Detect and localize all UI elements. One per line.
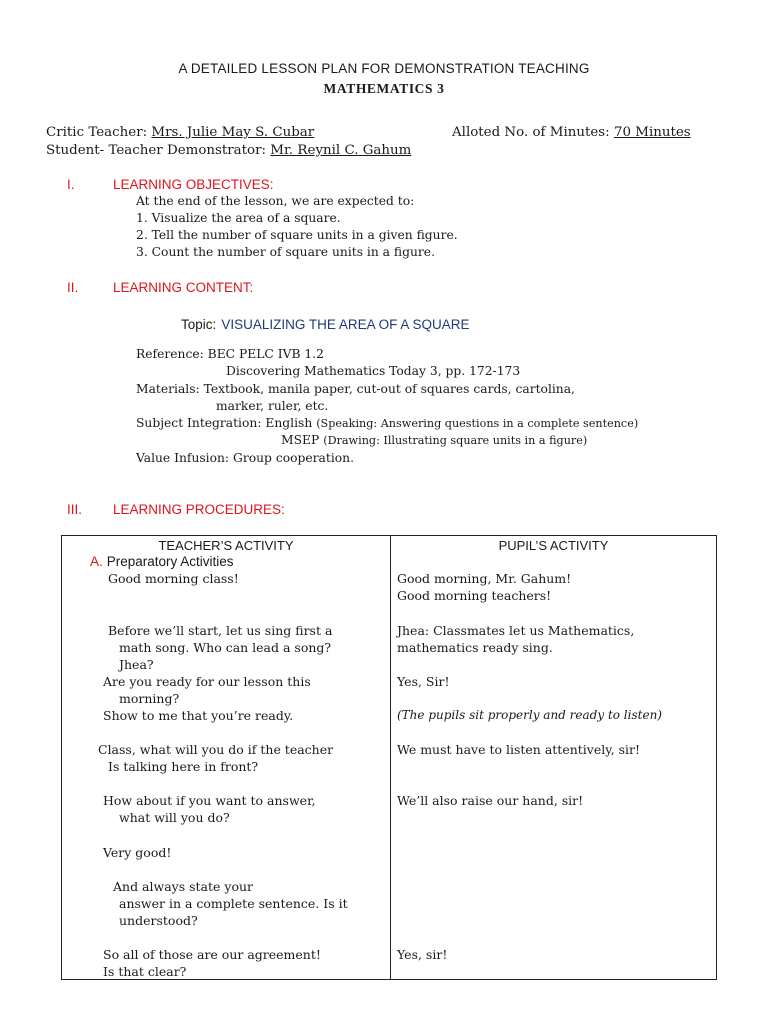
materials-value-1: Textbook, manila paper, cut-out of squares cards, cartolina,: [203, 382, 575, 396]
value-infusion-text: Group cooperation.: [233, 451, 354, 465]
pupil-line: Good morning, Mr. Gahum!: [397, 571, 572, 586]
integration-detail-2: (Drawing: Illustrating square units in a figure): [323, 434, 588, 447]
content-numeral: II.: [67, 280, 79, 295]
reference-value-1: BEC PELC IVB 1.2: [207, 347, 324, 361]
objective-item-2: 2. Tell the number of square units in a given figure.: [136, 228, 458, 242]
document-title: A DETAILED LESSON PLAN FOR DEMONSTRATION TEACHING: [178, 61, 590, 76]
teacher-line: Are you ready for our lesson this: [103, 674, 311, 689]
teacher-line: Class, what will you do if the teacher: [98, 742, 334, 757]
integration-label: Subject Integration:: [136, 416, 262, 430]
document-subject: MATHEMATICS 3: [323, 81, 445, 96]
student-teacher-label: Student- Teacher Demonstrator:: [46, 143, 267, 158]
objectives-intro: At the end of the lesson, we are expected to:: [136, 194, 415, 208]
materials-value-2: marker, ruler, etc.: [216, 399, 329, 413]
teacher-line: what will you do?: [119, 810, 230, 825]
pupil-line: Yes, Sir!: [397, 674, 450, 689]
teacher-activity-column: [62, 536, 391, 980]
minutes-value: 70 Minutes: [613, 125, 691, 140]
teacher-line: How about if you want to answer,: [103, 793, 316, 808]
teacher-line: So all of those are our agreement!: [103, 947, 321, 962]
minutes-label: Alloted No. of Minutes:: [452, 125, 610, 140]
minutes-line: [452, 125, 691, 140]
procedures-numeral: III.: [67, 502, 83, 517]
pupil-line: We must have to listen attentively, sir!: [397, 742, 641, 757]
student-teacher-name: Mr. Reynil C. Gahum: [270, 143, 412, 158]
value-infusion-label: Value Infusion:: [136, 451, 230, 465]
preparatory-heading: [90, 554, 234, 569]
pupil-activity-header: PUPIL’S ACTIVITY: [498, 538, 609, 553]
value-infusion-line: [136, 451, 354, 465]
integration-line-2: [281, 433, 587, 447]
pupil-line: Yes, sir!: [397, 947, 448, 962]
teacher-activity-header: TEACHER’S ACTIVITY: [158, 538, 294, 553]
teacher-line: And always state your: [113, 879, 254, 894]
objectives-heading: LEARNING OBJECTIVES:: [113, 177, 274, 192]
teacher-line: Show to me that you’re ready.: [103, 708, 294, 723]
integration-subject-2: MSEP: [281, 433, 320, 447]
teacher-line: Is talking here in front?: [108, 759, 259, 774]
topic-value: VISUALIZING THE AREA OF A SQUARE: [221, 317, 470, 332]
critic-teacher-line: [46, 125, 314, 140]
teacher-line: Is that clear?: [103, 964, 187, 979]
materials-label: Materials:: [136, 382, 200, 396]
teacher-line: Good morning class!: [108, 571, 239, 586]
critic-teacher-name: Mrs. Julie May S. Cubar: [151, 125, 315, 140]
objective-item-1: 1. Visualize the area of a square.: [136, 211, 341, 225]
procedures-table: [61, 535, 717, 980]
integration-line-1: [136, 416, 638, 430]
pupil-line: Good morning teachers!: [397, 588, 552, 603]
objective-item-3: 3. Count the number of square units in a figure.: [136, 245, 435, 259]
teacher-line: Jhea?: [119, 657, 154, 672]
objectives-numeral: I.: [67, 177, 75, 192]
reference-value-2: Discovering Mathematics Today 3, pp. 172-173: [226, 364, 521, 378]
student-teacher-line: [46, 143, 411, 158]
topic-line: [181, 314, 469, 333]
teacher-line: morning?: [119, 691, 180, 706]
teacher-line: Before we’ll start, let us sing first a: [108, 623, 333, 638]
pupil-line: (The pupils sit properly and ready to listen): [397, 708, 662, 722]
teacher-line: math song. Who can lead a song?: [119, 640, 332, 655]
topic-label: Topic:: [181, 317, 217, 332]
pupil-line: We’ll also raise our hand, sir!: [397, 793, 584, 808]
integration-detail-1: (Speaking: Answering questions in a complete sentence): [316, 417, 639, 430]
critic-teacher-label: Critic Teacher:: [46, 125, 148, 140]
integration-subject-1: English: [265, 416, 313, 430]
reference-line-1: [136, 347, 324, 361]
content-heading: LEARNING CONTENT:: [113, 280, 254, 295]
teacher-line: Very good!: [103, 845, 172, 860]
pupil-activity-column: [391, 536, 717, 980]
procedures-heading: LEARNING PROCEDURES:: [113, 502, 285, 517]
pupil-line: mathematics ready sing.: [397, 640, 553, 655]
teacher-line: answer in a complete sentence. Is it: [119, 896, 348, 911]
pupil-line: Jhea: Classmates let us Mathematics,: [397, 623, 635, 638]
teacher-line: understood?: [119, 913, 198, 928]
materials-line-1: [136, 382, 575, 396]
section-letter: A.: [90, 554, 103, 569]
reference-label: Reference:: [136, 347, 204, 361]
section-title: Preparatory Activities: [106, 554, 234, 569]
